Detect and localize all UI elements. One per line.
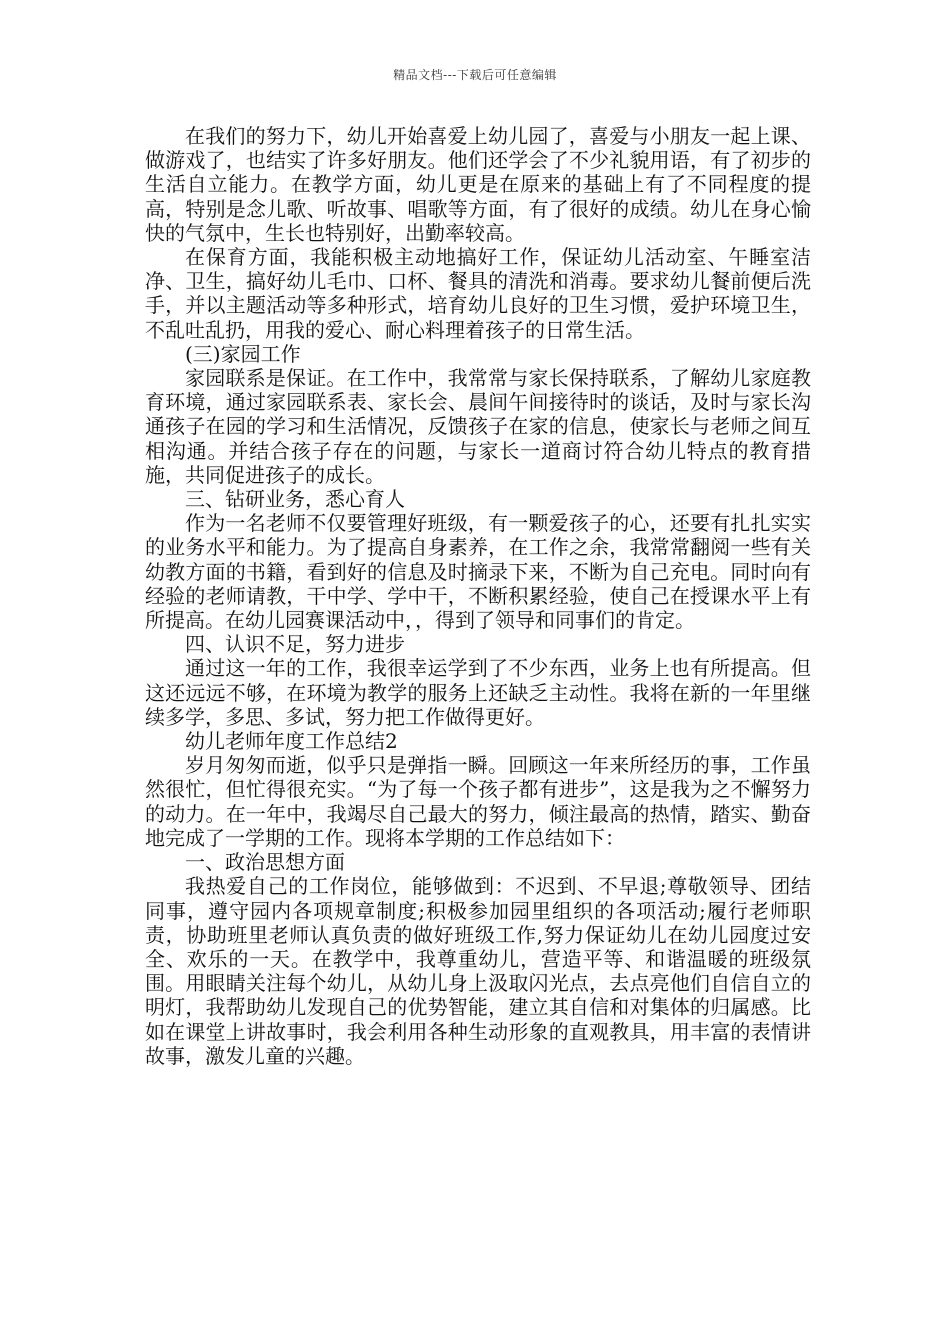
paragraph-1: 在我们的努力下，幼儿开始喜爱上幼儿园了，喜爱与小朋友一起上课、做游戏了，也结实了许多好朋友。他们还学会了不少礼貌用语，有了初步的生活自立能力。在教学方面，幼儿更是在原来的基础上有了不同程度的提高，特别是念儿歌、听故事、唱歌等方面，有了很好的成绩。幼儿在身心愉快的气氛中，生长也特别好，出勤率较高。 — [145, 124, 811, 245]
document-subtitle: 幼儿老师年度工作总结2 — [185, 729, 398, 754]
section-heading-research: 三、钻研业务，悉心育人 — [185, 487, 405, 512]
section-heading-politics: 一、政治思想方面 — [185, 850, 345, 875]
paragraph-3: 家园联系是保证。在工作中，我常常与家长保持联系，了解幼儿家庭教育环境，通过家园联系表、家长会、晨间午间接待时的谈话，及时与家长沟通孩子在园的学习和生活情况，反馈孩子在家的信息，使家长与老师之间互相沟通。并结合孩子存在的问题，与家长一道商讨符合幼儿特点的教育措施，共同促进孩子的成长。 — [145, 366, 811, 487]
document-body — [145, 124, 811, 1068]
paragraph-2: 在保育方面，我能积极主动地搞好工作，保证幼儿活动室、午睡室洁净、卫生，搞好幼儿毛巾、口杯、餐具的清洗和消毒。要求幼儿餐前便后洗手，并以主题活动等多种形式，培育幼儿良好的卫生习惯，爱护环境卫生，不乱吐乱扔，用我的爱心、耐心料理着孩子的日常生活。 — [145, 245, 811, 342]
section-heading-shortcomings: 四、认识不足，努力进步 — [185, 632, 405, 657]
page-header: 精品文档---下载后可任意编辑 — [393, 68, 557, 82]
paragraph-7: 我热爱自己的工作岗位，能够做到：不迟到、不早退;尊敬领导、团结同事，遵守园内各项规章制度;积极参加园里组织的各项活动;履行老师职责，协助班里老师认真负责的做好班级工作,努力保证幼儿在幼儿园度过安全、欢乐的一天。在教学中，我尊重幼儿，营造平等、和谐温暖的班级氛围。用眼睛关注每个幼儿，从幼儿身上汲取闪光点，去点亮他们自信自立的明灯，我帮助幼儿发现自己的优势智能，建立其自信和对集体的归属感。比如在课堂上讲故事时，我会利用各种生动形象的直观教具，用丰富的表情讲故事，激发儿童的兴趣。 — [145, 874, 811, 1068]
paragraph-6: 岁月匆匆而逝，似乎只是弹指一瞬。回顾这一年来所经历的事，工作虽然很忙，但忙得很充实。“为了每一个孩子都有进步”，这是我为之不懈努力的动力。在一年中，我竭尽自己最大的努力，倾注最高的热情，踏实、勤奋地完成了一学期的工作。现将本学期的工作总结如下： — [145, 753, 811, 850]
section-heading-home-school: (三)家园工作 — [185, 341, 301, 366]
paragraph-5: 通过这一年的工作，我很幸运学到了不少东西，业务上也有所提高。但这还远远不够，在环境为教学的服务上还缺乏主动性。我将在新的一年里继续多学，多思、多试，努力把工作做得更好。 — [145, 656, 811, 729]
paragraph-4: 作为一名老师不仅要管理好班级，有一颗爱孩子的心，还要有扎扎实实的业务水平和能力。为了提高自身素养，在工作之余，我常常翻阅一些有关幼教方面的书籍，看到好的信息及时摘录下来，不断为自己充电。同时向有经验的老师请教，干中学、学中干，不断积累经验，使自己在授课水平上有所提高。在幼儿园赛课活动中，，得到了领导和同事们的肯定。 — [145, 511, 811, 633]
